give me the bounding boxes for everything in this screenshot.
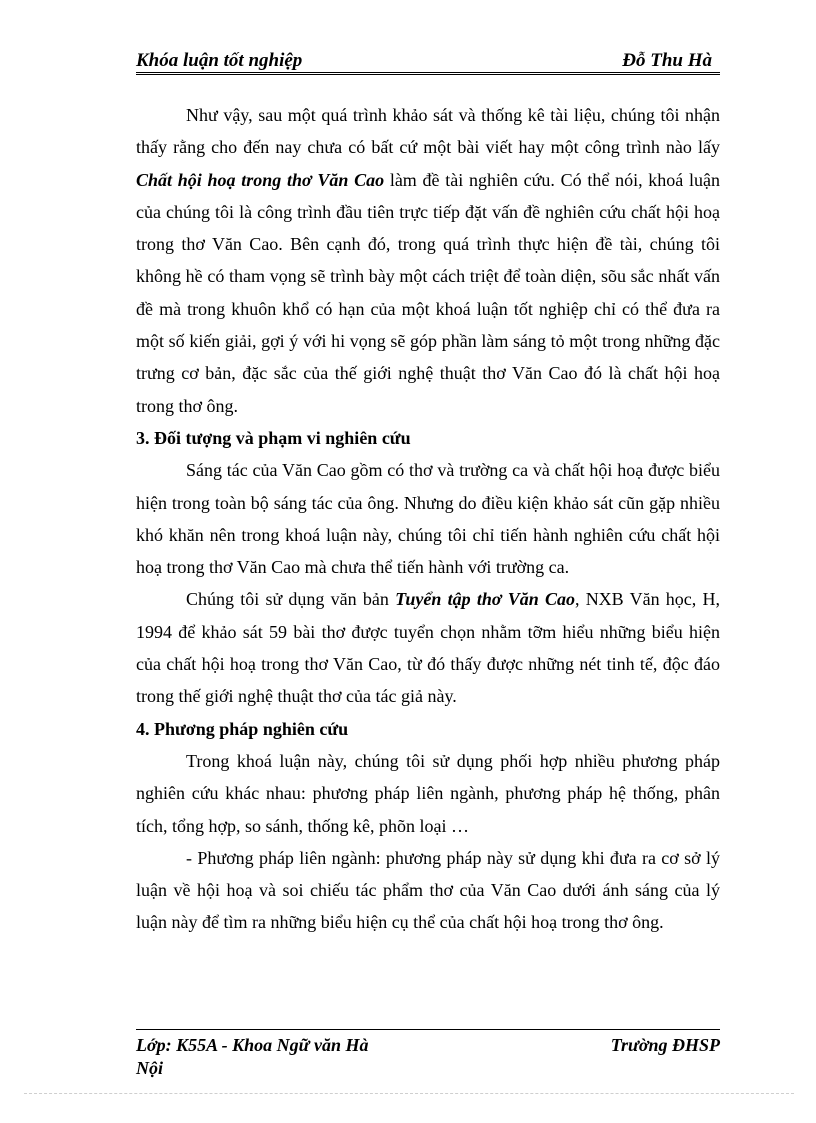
paragraph-3-text-a: Chúng tôi sử dụng văn bản xyxy=(186,589,396,610)
section-heading-3: 3. Đối tượng và phạm vi nghiên cứu xyxy=(136,427,411,448)
paragraph-1-text-b: làm đề tài nghiên cứu. Có thể nói, khoá luận của chúng tôi là công trình đầu tiên trực tiếp đặt vấn đề nghiên cứu chất hội hoạ trong thơ Văn Cao. Bên cạnh đó, trong quá trình thực hiện đề tài, chúng tôi không hề có tham vọng sẽ trình bày một cách triệt để toàn diện, sõu sắc nhất vấn đề mà trong khuôn khổ có hạn của một khoá luận tốt nghiệp chỉ có thể đưa ra một số kiến giải, gợi ý với hi vọng sẽ góp phần làm sáng tỏ một trong những đặc trưng cơ bản, đặc sắc của thế giới nghệ thuật thơ Văn Cao đó là chất hội hoạ trong thơ ông. xyxy=(136,169,721,416)
page-bottom-rule xyxy=(24,1093,794,1094)
paragraph-3 xyxy=(136,583,720,712)
paragraph-3-text-b: , NXB Văn học, H, 1994 để khảo sát 59 bài thơ được tuyển chọn nhằm tỡm hiểu những biểu hiện của chất hội hoạ trong thơ Văn Cao, từ đó thấy được những nét tinh tế, độc đáo trong thế giới nghệ thuật thơ của tác giả này. xyxy=(136,589,720,707)
paragraph-1 xyxy=(136,99,720,422)
paragraph-2: Sáng tác của Văn Cao gồm có thơ và trường ca và chất hội hoạ được biểu hiện trong toàn bộ sáng tác của ông. Nhưng do điều kiện khảo sát cũn gặp nhiều khó khăn nên trong khoá luận này, chúng tôi chỉ tiến hành nghiên cứu chất hội hoạ trong thơ Văn Cao mà chưa thể tiến hành với trường ca. xyxy=(136,460,720,578)
paragraph-4: Trong khoá luận này, chúng tôi sử dụng phối hợp nhiều phương pháp nghiên cứu khác nhau: phương pháp liên ngành, phương pháp hệ thống, phân tích, tổng hợp, so sánh, thống kê, phõn loại … xyxy=(136,750,720,836)
page-header xyxy=(136,48,720,75)
section-heading-4: 4. Phương pháp nghiên cứu xyxy=(136,718,349,739)
footer-class: Lớp: K55A - Khoa Ngữ văn Hà Nội xyxy=(136,1035,369,1078)
paragraph-1-emphasis: Chất hội hoạ trong thơ Văn Cao xyxy=(136,169,385,190)
paragraph-5: - Phương pháp liên ngành: phương pháp này sử dụng khi đưa ra cơ sở lý luận về hội hoạ và soi chiếu tác phẩm thơ của Văn Cao dưới ánh sáng của lý luận này để tìm ra những biểu hiện cụ thể của chất hội hoạ trong thơ ông. xyxy=(136,847,720,933)
paragraph-3-emphasis: Tuyển tập thơ Văn Cao xyxy=(395,589,575,610)
page-footer xyxy=(136,1029,720,1078)
paragraph-1-text-a: Như vậy, sau một quá trình khảo sát và thống kê tài liệu, chúng tôi nhận thấy rằng cho đến nay chưa có bất cứ một bài viết hay một công trình nào lấy xyxy=(136,105,720,158)
header-author: Đỗ Thu Hà xyxy=(622,50,712,71)
header-title: Khóa luận tốt nghiệp xyxy=(136,50,303,71)
document-body xyxy=(136,99,720,939)
footer-school: Trường ĐHSP xyxy=(610,1035,720,1055)
